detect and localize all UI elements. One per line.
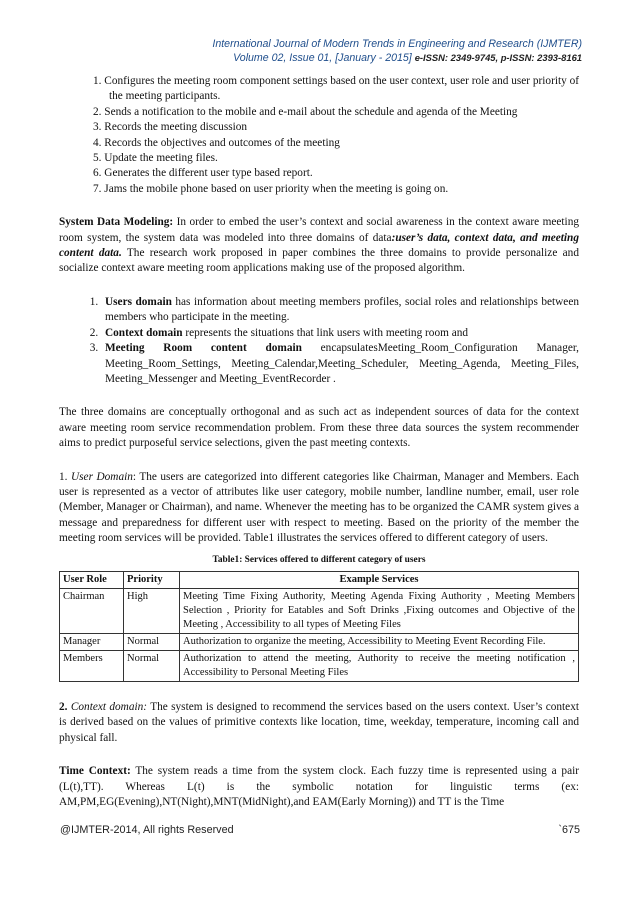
table-cell: High (124, 588, 180, 633)
list-item: 3. Records the meeting discussion (93, 121, 248, 134)
domains-list (59, 295, 579, 387)
table-cell: Manager (60, 633, 124, 650)
domain-label: Users domain (105, 295, 172, 308)
journal-volume: Volume 02, Issue 01, [January - 2015] (233, 52, 412, 64)
user-domain-paragraph (59, 470, 579, 547)
journal-volume-line (212, 51, 582, 65)
section-label: Time Context: (59, 765, 131, 778)
paragraph-text: In order to embed the user’s context and social awareness in the context aware meeting room system, the system data was modeled into three domains of data (59, 216, 579, 244)
column-header: User Role (60, 571, 124, 588)
table-caption: Table1: Services offered to different category of users (212, 554, 426, 565)
paragraph-text: The system reads a time from the system clock. Each fuzzy time is represented using a pair (L(t),TT). Whereas L(t) is the symbolic notation for linguistic terms (ex: AM,PM,EG(Evening),NT(Night),MNT(MidNight),and EAM(Early Morning)) and TT is the Time (59, 765, 579, 808)
journal-header (212, 38, 582, 65)
paragraph-text: : The users are categorized into different categories like Chairman, Manager and Members. Each user is represented as a vector of attributes like user category, mobile number, landline number, email, user role (Member, Manager or Chairman), and name. Whenever the meeting has to be organized the CAMR system gives a message and preparedness for different user with respect to meeting. Based on the priority of the member the meeting room services will be provided. Table1 illustrates the services offered to different category of users. (59, 470, 579, 545)
section-label: User Domain (71, 470, 133, 483)
section-label: System Data Modeling: (59, 216, 174, 229)
domains-orthogonal-paragraph: The three domains are conceptually orthogonal and as such act as independent sources of data for the context aware meeting room service recommendation problem. From these three data sources the system recommender aims to predict purposeful service selections, given the past meeting contexts. (59, 406, 579, 450)
journal-title: International Journal of Modern Trends in Engineering and Research (IJMTER) (212, 38, 582, 50)
table-cell: Authorization to attend the meeting, Authority to receive the meeting notification , Accessibility to Personal Meeting Files (180, 650, 579, 681)
table-row (60, 633, 579, 650)
table-cell: Members (60, 650, 124, 681)
list-item (101, 295, 579, 326)
journal-issn: e-ISSN: 2349-9745, p-ISSN: 2393-8161 (414, 52, 582, 63)
table-header-row (60, 571, 579, 588)
section-label: Context domain: (70, 700, 148, 713)
list-item: 2. Sends a notification to the mobile and e-mail about the schedule and agenda of the Meeting (93, 105, 518, 118)
table-cell: Authorization to organize the meeting, Accessibility to Meeting Event Recording File. (180, 633, 579, 650)
list-item: 7. Jams the mobile phone based on user priority when the meeting is going on. (93, 182, 449, 195)
list-item: 1. Configures the meeting room component settings based on the user context, user role and user priority of the meeting participants. (93, 75, 579, 103)
section-number: 1. (59, 470, 68, 483)
services-table (59, 571, 579, 682)
copyright-notice: @IJMTER-2014, All rights Reserved (60, 824, 234, 836)
domain-label: Context domain (105, 326, 183, 339)
paragraph-text: The research work proposed in paper combines the three domains to provide personalize and socialize context aware meeting room applications making use of the proposed algorithm. (59, 247, 579, 275)
list-item: 4. Records the objectives and outcomes of the meeting (93, 136, 340, 149)
column-header: Priority (124, 571, 180, 588)
table-row (60, 588, 579, 633)
algorithm-steps-list (59, 74, 579, 197)
column-header: Example Services (180, 571, 579, 588)
section-number: 2. (59, 700, 68, 713)
list-item (101, 341, 579, 387)
list-item (101, 326, 579, 341)
page-number: `675 (558, 824, 580, 836)
table-cell: Chairman (60, 588, 124, 633)
paper-body (59, 74, 579, 810)
time-context-paragraph (59, 764, 579, 810)
system-data-modeling-paragraph (59, 215, 579, 277)
table-cell: Normal (124, 650, 180, 681)
list-item: 5. Update the meeting files. (93, 152, 218, 165)
domain-text: represents the situations that link users with meeting room and (182, 326, 469, 339)
table-row (60, 650, 579, 681)
domain-text: encapsulatesMeeting_Room_Configuration Manager, Meeting_Room_Settings, Meeting_Calendar,Meeting_Scheduler, Meeting_Agenda, Meeting_Files, Meeting_Messenger and Meeting_EventRecorder . (105, 342, 579, 385)
context-domain-paragraph (59, 700, 579, 746)
page-footer (60, 824, 580, 836)
table-cell: Meeting Time Fixing Authority, Meeting Agenda Fixing Authority , Meeting Members Selection , Priority for Eatables and Soft Drinks ,Fixing outcomes and Objective of the Meeting , Accessibility to all types of Meeting Files (180, 588, 579, 633)
table-cell: Normal (124, 633, 180, 650)
paragraph-text: The system is designed to recommend the services based on the users context. User’s context is derived based on the values of primitive contexts like location, time, weekday, temperature, incoming call and physical fall. (59, 700, 579, 744)
domain-text: has information about meeting members profiles, social roles and relationships between members who participate in the meeting. (105, 295, 579, 324)
emphasis-text: :user’s data, context data, and meeting content data. (59, 231, 579, 260)
domain-label: Meeting Room content domain (105, 342, 302, 355)
list-item: 6. Generates the different user type based report. (93, 167, 313, 180)
